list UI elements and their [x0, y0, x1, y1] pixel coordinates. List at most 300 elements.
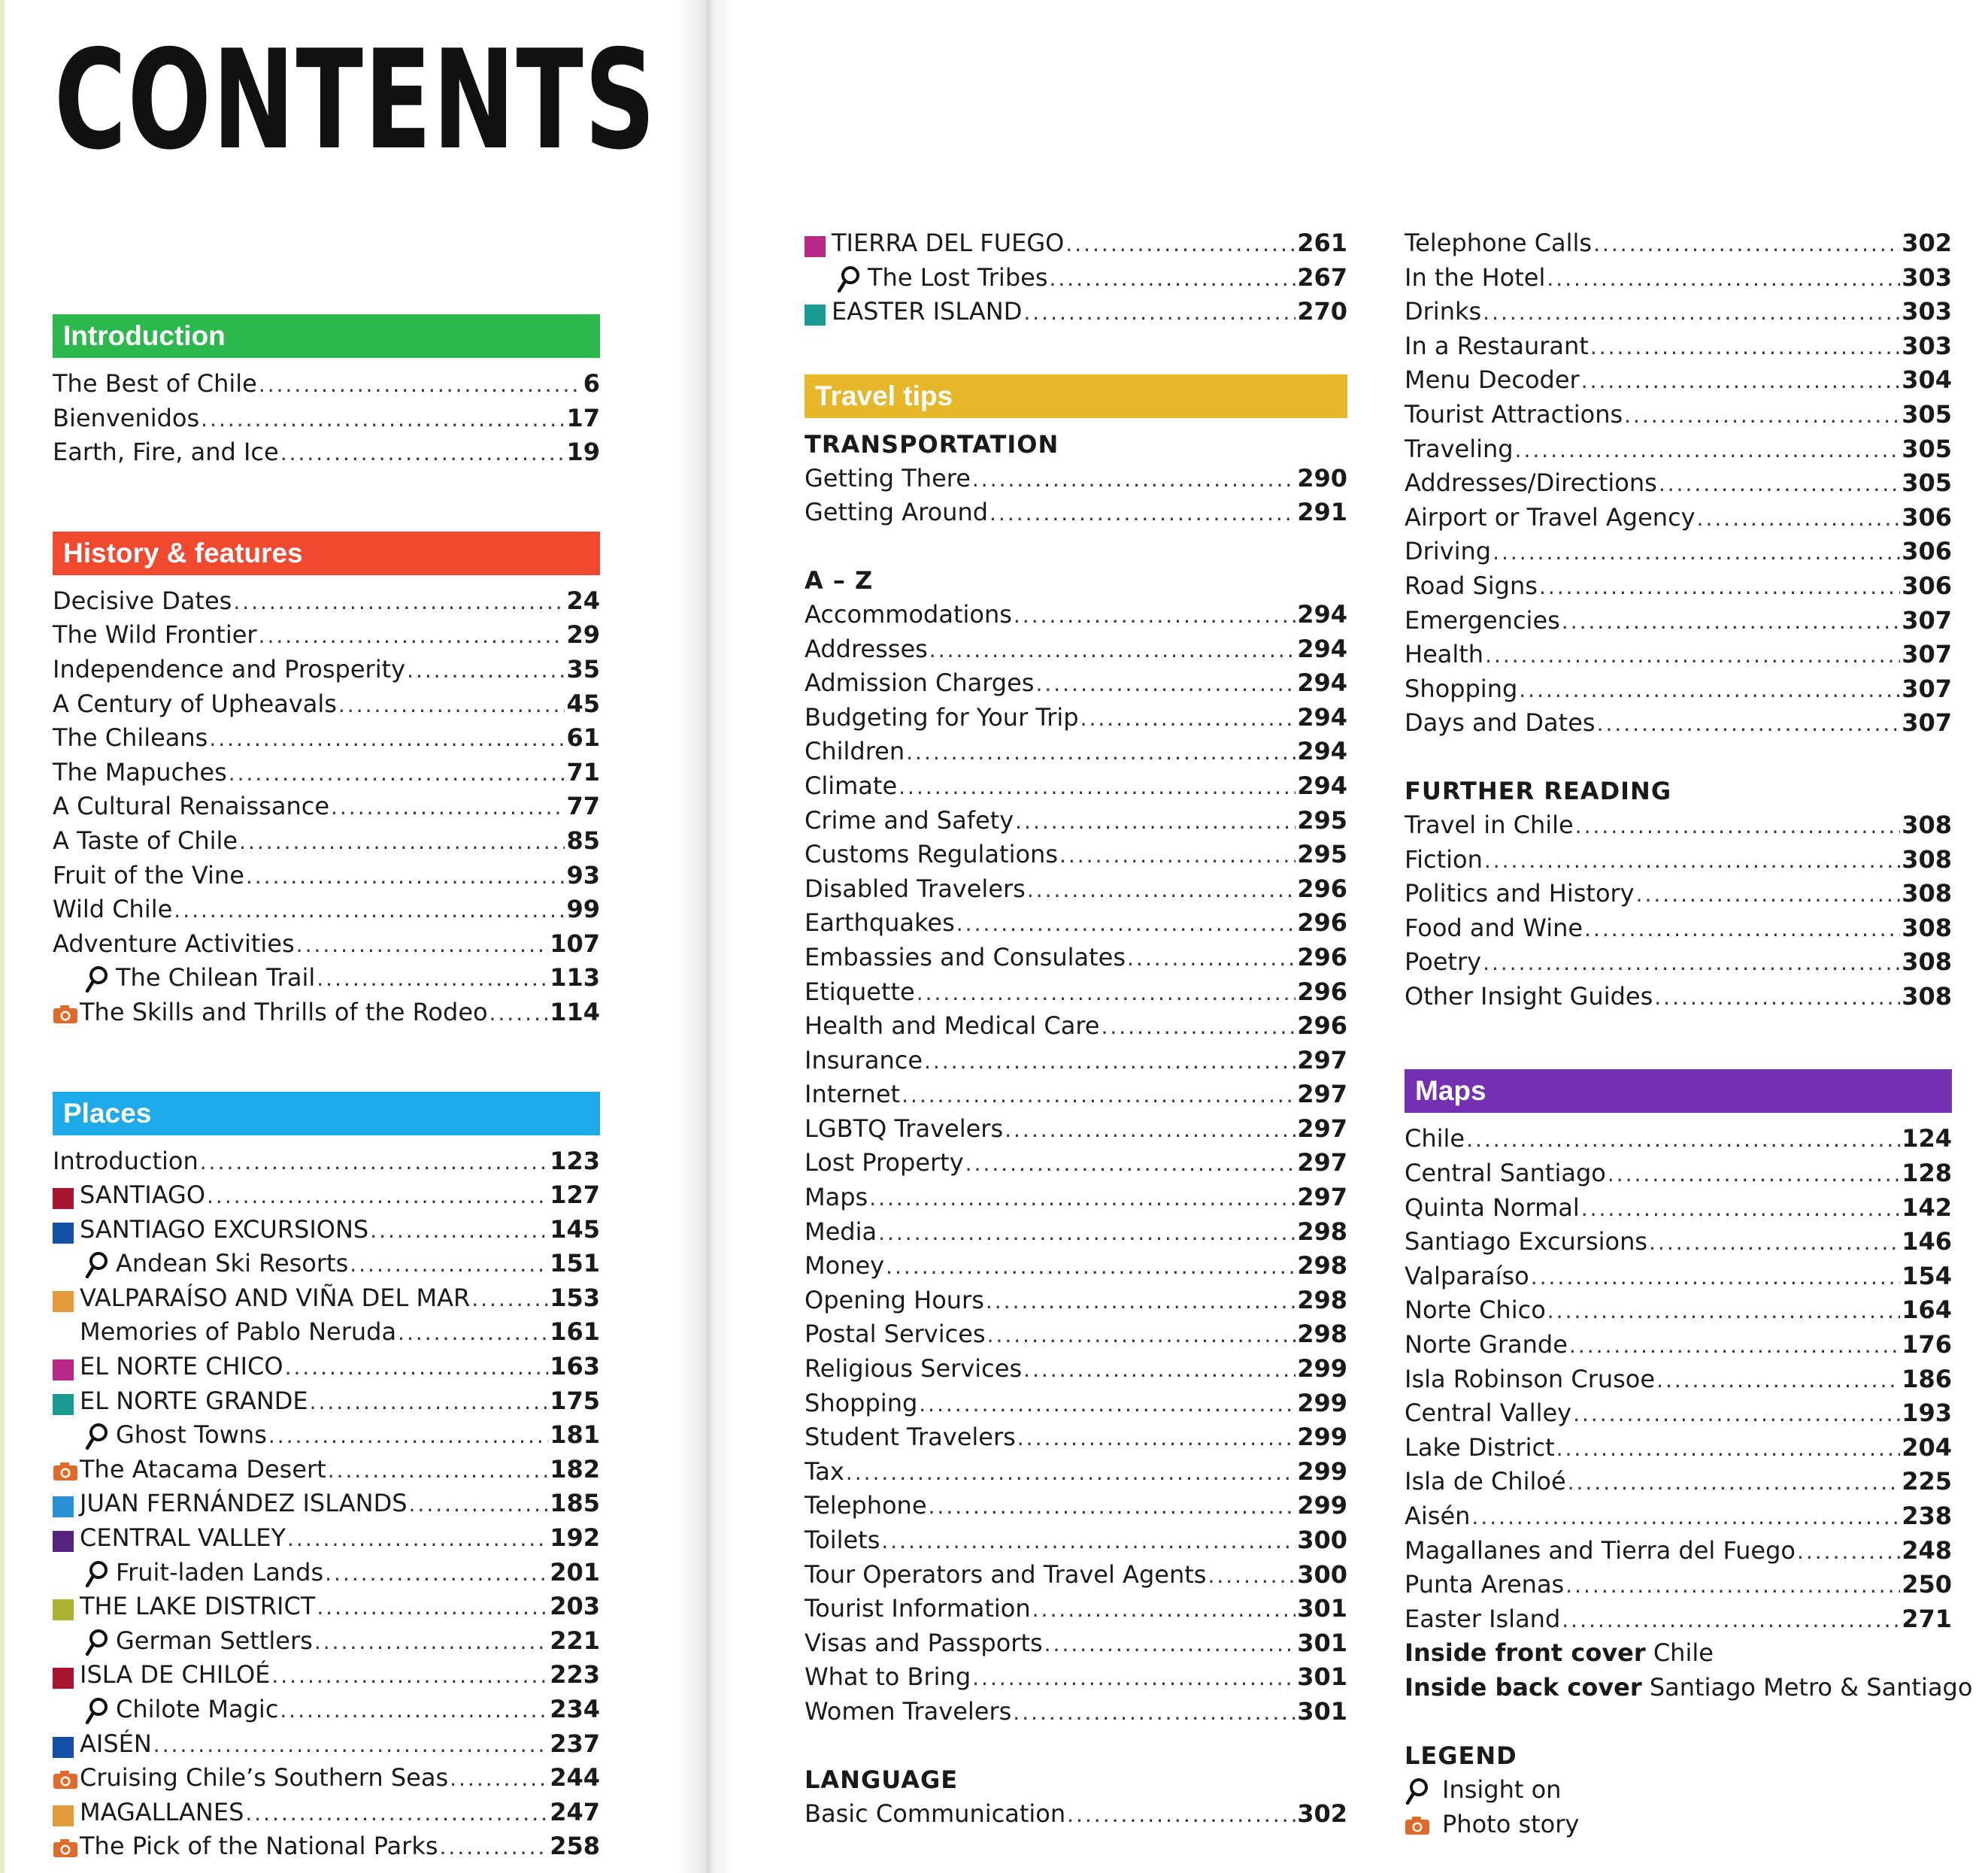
toc-entry[interactable] — [53, 1556, 600, 1590]
leader-dots — [1493, 535, 1900, 570]
entry-page-number: 300 — [1297, 1526, 1347, 1554]
toc-entry[interactable] — [805, 1044, 1347, 1078]
places-continued-list — [805, 226, 1347, 329]
section-color-square — [53, 1213, 80, 1247]
toc-entry[interactable] — [53, 367, 600, 402]
entry-title: Telephone Calls — [1405, 229, 1593, 257]
toc-entry[interactable] — [805, 906, 1347, 941]
toc-entry[interactable] — [805, 1523, 1347, 1558]
entry-title: Telephone — [805, 1491, 927, 1520]
entry-title: Toilets — [805, 1526, 880, 1554]
entry-title: Lost Property — [805, 1148, 964, 1177]
toc-entry[interactable] — [805, 295, 1347, 329]
entry-title: Tourist Information — [805, 1594, 1031, 1623]
leader-dots — [869, 1181, 1296, 1216]
leader-dots — [924, 1044, 1296, 1079]
toc-entry[interactable] — [805, 1455, 1347, 1490]
entry-title: SANTIAGO EXCURSIONS — [80, 1214, 369, 1244]
entry-page-number: 45 — [566, 689, 600, 718]
leader-dots — [1573, 1397, 1900, 1432]
toc-entry[interactable] — [53, 1247, 600, 1281]
toc-entry[interactable] — [53, 721, 600, 756]
leader-dots — [1484, 844, 1900, 878]
entry-page-number: 270 — [1297, 297, 1347, 326]
entry-title: Decisive Dates — [53, 586, 232, 615]
toc-entry[interactable] — [53, 1315, 600, 1350]
toc-entry[interactable] — [805, 1284, 1347, 1318]
toc-entry[interactable] — [805, 701, 1347, 735]
entry-title: Fruit of the Vine — [53, 860, 244, 890]
entry-page-number: 297 — [1297, 1080, 1347, 1109]
toc-entry[interactable] — [1405, 1259, 1952, 1294]
entry-title: Getting There — [805, 463, 971, 492]
toc-entry[interactable] — [53, 824, 600, 859]
toc-entry[interactable] — [805, 872, 1347, 907]
entry-title: Drinks — [1405, 297, 1482, 326]
leader-dots — [1023, 1353, 1296, 1387]
entry-title: Chile — [1405, 1124, 1465, 1153]
entry-title: Shopping — [1405, 674, 1518, 703]
toc-entry[interactable] — [1405, 569, 1952, 604]
toc-entry[interactable] — [53, 1624, 600, 1659]
toc-entry[interactable] — [53, 996, 600, 1030]
toc-entry[interactable] — [805, 1352, 1347, 1387]
toc-entry[interactable] — [53, 859, 600, 893]
entry-page-number: 146 — [1902, 1227, 1952, 1256]
entry-page-number: 308 — [1902, 981, 1952, 1011]
toc-entry[interactable] — [805, 1626, 1347, 1661]
toc-entry[interactable] — [805, 1489, 1347, 1523]
leader-dots — [965, 1147, 1296, 1181]
entry-page-number: 301 — [1297, 1696, 1347, 1726]
entry-title: Earthquakes — [805, 908, 955, 938]
entry-page-number: 234 — [550, 1695, 600, 1723]
subheading-a-z: A – Z — [805, 565, 874, 595]
insight-icon — [53, 1418, 116, 1453]
toc-entry[interactable] — [805, 496, 1347, 530]
entry-title: Norte Grande — [1405, 1330, 1568, 1359]
entry-title: Money — [805, 1251, 885, 1280]
entry-title: Driving — [1405, 537, 1492, 566]
toc-entry[interactable] — [1405, 466, 1952, 501]
leader-dots — [1797, 1535, 1900, 1569]
toc-entry[interactable] — [1405, 1156, 1952, 1191]
section-color-square — [53, 1281, 80, 1316]
entry-page-number: 308 — [1902, 913, 1952, 942]
leader-dots — [917, 976, 1296, 1011]
entry-page-number: 175 — [550, 1386, 600, 1415]
entry-title: TIERRA DEL FUEGO — [832, 229, 1065, 257]
entry-page-number: 294 — [1297, 634, 1347, 663]
leader-dots — [1208, 1559, 1296, 1593]
leader-dots — [1568, 1465, 1901, 1500]
toc-entry[interactable] — [1405, 911, 1952, 946]
toc-entry[interactable] — [1405, 638, 1952, 672]
inside-back-cover-label: Inside back cover — [1405, 1672, 1642, 1702]
toc-entry[interactable] — [805, 975, 1347, 1010]
toc-entry[interactable] — [805, 1180, 1347, 1215]
entry-page-number: 294 — [1297, 668, 1347, 698]
leader-dots — [1531, 1260, 1900, 1295]
toc-entry[interactable] — [1405, 706, 1952, 741]
entry-page-number: 308 — [1902, 810, 1952, 839]
leader-dots — [906, 735, 1296, 770]
leader-dots — [1017, 1421, 1296, 1456]
entry-page-number: 299 — [1297, 1354, 1347, 1384]
toc-entry[interactable] — [53, 1213, 600, 1247]
legend-insight-label: Insight on — [1442, 1775, 1562, 1805]
entry-page-number: 238 — [1902, 1502, 1952, 1530]
toc-entry[interactable] — [805, 598, 1347, 632]
toc-entry[interactable] — [1405, 1499, 1952, 1534]
toc-entry[interactable] — [53, 1829, 600, 1864]
entry-title: What to Bring — [805, 1662, 971, 1692]
entry-page-number: 307 — [1902, 640, 1952, 669]
entry-page-number: 85 — [566, 826, 600, 855]
inside-back-cover-value: Santiago Metro & Santiago — [1649, 1672, 1973, 1702]
toc-entry[interactable] — [805, 1797, 1347, 1832]
camera-icon — [53, 1761, 80, 1796]
entry-page-number: 291 — [1297, 498, 1347, 527]
entry-title: Adventure Activities — [53, 929, 295, 958]
entry-title: Easter Island — [1405, 1604, 1561, 1633]
entry-title: Days and Dates — [1405, 708, 1596, 738]
introduction-list — [53, 367, 600, 470]
toc-entry[interactable] — [805, 226, 1347, 261]
toc-entry[interactable] — [805, 1009, 1347, 1044]
toc-entry[interactable] — [53, 790, 600, 824]
toc-entry[interactable] — [53, 893, 600, 927]
section-color-square — [53, 1521, 80, 1556]
toc-entry[interactable] — [805, 1592, 1347, 1626]
toc-entry[interactable] — [1405, 980, 1952, 1014]
toc-entry[interactable] — [1405, 1362, 1952, 1397]
toc-entry[interactable] — [53, 1658, 600, 1693]
entry-page-number: 237 — [550, 1729, 600, 1758]
toc-entry[interactable] — [1405, 535, 1952, 569]
entry-title: The Wild Frontier — [53, 620, 257, 650]
entry-page-number: 204 — [1902, 1432, 1952, 1462]
toc-entry[interactable] — [1405, 1568, 1952, 1602]
toc-entry[interactable] — [53, 1796, 600, 1830]
entry-title: Student Travelers — [805, 1423, 1016, 1452]
toc-entry[interactable] — [53, 1281, 600, 1316]
toc-entry[interactable] — [805, 769, 1347, 804]
leader-dots — [201, 402, 565, 437]
toc-entry[interactable] — [1405, 843, 1952, 877]
entry-title: ISLA DE CHILOÉ — [80, 1660, 271, 1690]
entry-title: Independence and Prosperity — [53, 654, 406, 683]
toc-entry[interactable] — [53, 402, 600, 436]
toc-entry[interactable] — [53, 961, 600, 996]
entry-page-number: 305 — [1902, 399, 1952, 429]
entry-title: Disabled Travelers — [805, 874, 1026, 903]
toc-entry[interactable] — [805, 1215, 1347, 1250]
entry-title: Emergencies — [1405, 605, 1560, 635]
toc-entry[interactable] — [805, 1558, 1347, 1593]
further-reading-list — [1405, 808, 1952, 1014]
leader-dots — [229, 756, 565, 791]
leader-dots — [287, 1522, 548, 1556]
leader-dots — [350, 1247, 548, 1282]
entry-page-number: 267 — [1297, 262, 1347, 292]
toc-entry[interactable] — [53, 756, 600, 790]
toc-entry[interactable] — [53, 1418, 600, 1453]
toc-entry[interactable] — [53, 1144, 600, 1179]
leader-dots — [1636, 877, 1901, 912]
entry-title: Children — [805, 737, 905, 766]
leader-dots — [1597, 707, 1901, 741]
entry-page-number: 142 — [1902, 1193, 1952, 1222]
leader-dots — [881, 1524, 1296, 1559]
entry-page-number: 305 — [1902, 434, 1952, 463]
leader-dots — [338, 688, 565, 723]
leader-dots — [1608, 1157, 1900, 1192]
toc-entry[interactable] — [805, 632, 1347, 667]
leader-dots — [1483, 946, 1900, 980]
entry-title: The Skills and Thrills of the Rodeo — [80, 997, 488, 1026]
toc-entry[interactable] — [805, 1695, 1347, 1729]
toc-entry[interactable] — [1405, 604, 1952, 638]
entry-page-number: 271 — [1902, 1604, 1952, 1633]
toc-entry[interactable] — [805, 1146, 1347, 1180]
entry-title: Central Valley — [1405, 1399, 1572, 1428]
leader-dots — [207, 1179, 548, 1214]
toc-entry[interactable] — [1405, 1431, 1952, 1465]
toc-entry[interactable] — [53, 1590, 600, 1624]
entry-title: Insurance — [805, 1045, 923, 1074]
leader-dots — [1556, 1432, 1901, 1466]
entry-page-number: 296 — [1297, 874, 1347, 903]
toc-entry[interactable] — [805, 1077, 1347, 1112]
toc-entry[interactable] — [805, 462, 1347, 496]
toc-entry[interactable] — [805, 1112, 1347, 1147]
toc-entry[interactable] — [53, 653, 600, 687]
toc-entry[interactable] — [1405, 808, 1952, 843]
leader-dots — [929, 633, 1296, 668]
entry-page-number: 77 — [566, 792, 600, 821]
leader-dots — [317, 962, 548, 996]
toc-entry[interactable] — [805, 261, 1347, 295]
leader-dots — [902, 1078, 1296, 1113]
toc-entry[interactable] — [805, 735, 1347, 769]
entry-page-number: 123 — [550, 1146, 600, 1175]
section-color-square — [53, 1727, 80, 1762]
subheading-language: LANGUAGE — [805, 1765, 959, 1794]
entry-title: Aisén — [1405, 1502, 1471, 1530]
leader-dots — [409, 1487, 549, 1522]
entry-title: THE LAKE DISTRICT — [80, 1592, 316, 1621]
entry-page-number: 305 — [1902, 468, 1952, 498]
toc-entry[interactable] — [53, 1384, 600, 1419]
leader-dots — [1697, 502, 1901, 536]
toc-entry[interactable] — [1405, 1293, 1952, 1328]
entry-title: Customs Regulations — [805, 840, 1058, 869]
entry-page-number: 128 — [1902, 1159, 1952, 1188]
entry-page-number: 308 — [1902, 947, 1952, 977]
entry-title: Traveling — [1405, 434, 1514, 463]
toc-entry[interactable] — [1405, 1122, 1952, 1156]
entry-title: Andean Ski Resorts — [116, 1249, 349, 1278]
section-header-introduction: Introduction — [53, 314, 600, 358]
toc-entry[interactable] — [1405, 1396, 1952, 1431]
section-header-history: History & features — [53, 532, 600, 575]
toc-entry[interactable] — [1405, 945, 1952, 980]
toc-entry[interactable] — [805, 1660, 1347, 1695]
toc-entry[interactable] — [1405, 226, 1952, 261]
entry-page-number: 297 — [1297, 1148, 1347, 1177]
entry-page-number: 107 — [550, 929, 600, 958]
entry-page-number: 306 — [1902, 537, 1952, 566]
entry-title: Basic Communication — [805, 1799, 1066, 1828]
toc-entry[interactable] — [1405, 1465, 1952, 1499]
leader-dots — [259, 368, 582, 402]
leader-dots — [1624, 399, 1900, 433]
toc-entry[interactable] — [1405, 1534, 1952, 1568]
entry-page-number: 19 — [566, 438, 600, 467]
toc-entry[interactable] — [53, 927, 600, 962]
toc-entry[interactable] — [53, 584, 600, 619]
leader-dots — [1649, 1226, 1900, 1260]
entry-title: The Mapuches — [53, 757, 227, 786]
leader-dots — [1575, 809, 1900, 844]
entry-title: Religious Services — [805, 1354, 1023, 1384]
entry-title: LGBTQ Travelers — [805, 1114, 1004, 1143]
entry-page-number: 294 — [1297, 737, 1347, 766]
column-left — [53, 314, 600, 1864]
leader-dots — [153, 1728, 548, 1762]
entry-title: EASTER ISLAND — [832, 297, 1023, 326]
leader-dots — [450, 1762, 548, 1796]
toc-entry[interactable] — [1405, 295, 1952, 329]
entry-page-number: 223 — [550, 1660, 600, 1690]
entry-page-number: 186 — [1902, 1364, 1952, 1393]
entry-page-number: 221 — [550, 1626, 600, 1655]
entry-title: MAGALLANES — [80, 1797, 244, 1826]
toc-entry[interactable] — [1405, 672, 1952, 707]
toc-entry[interactable] — [53, 1487, 600, 1521]
leader-dots — [1015, 805, 1296, 839]
toc-entry[interactable] — [805, 941, 1347, 975]
toc-entry[interactable] — [1405, 363, 1952, 398]
entry-title: The Atacama Desert — [80, 1454, 326, 1484]
toc-entry[interactable] — [53, 618, 600, 653]
leader-dots — [1005, 1113, 1296, 1147]
toc-entry[interactable] — [53, 435, 600, 470]
toc-entry[interactable] — [1405, 261, 1952, 295]
toc-entry[interactable] — [1405, 1328, 1952, 1362]
leader-dots — [1065, 227, 1296, 262]
entry-title: Crime and Safety — [805, 805, 1014, 835]
leader-dots — [987, 1318, 1296, 1353]
toc-entry[interactable] — [1405, 1191, 1952, 1226]
toc-entry[interactable] — [53, 1521, 600, 1556]
toc-entry[interactable] — [53, 1761, 600, 1796]
transportation-list — [805, 462, 1347, 530]
leader-dots — [1080, 702, 1296, 736]
leader-dots — [1014, 599, 1296, 633]
entry-title: Cruising Chile’s Southern Seas — [80, 1763, 449, 1793]
entry-page-number: 182 — [550, 1454, 600, 1484]
inside-front-cover-label: Inside front cover — [1405, 1638, 1646, 1668]
entry-page-number: 35 — [566, 654, 600, 683]
entry-title: Visas and Passports — [805, 1628, 1043, 1657]
toc-entry[interactable] — [53, 1693, 600, 1727]
entry-page-number: 299 — [1297, 1388, 1347, 1417]
leader-dots — [1562, 605, 1900, 639]
leader-dots — [919, 1387, 1296, 1422]
toc-entry[interactable] — [53, 687, 600, 722]
leader-dots — [1027, 873, 1296, 908]
entry-page-number: 298 — [1297, 1217, 1347, 1246]
section-header-places: Places — [53, 1092, 600, 1135]
column-middle — [805, 226, 1347, 1831]
leader-dots — [1590, 330, 1900, 365]
toc-entry[interactable] — [1405, 1602, 1952, 1637]
toc-entry[interactable] — [1405, 501, 1952, 535]
entry-title: Lake District — [1405, 1432, 1555, 1462]
leader-dots — [929, 1490, 1296, 1524]
leader-dots — [1035, 667, 1296, 702]
entry-title: Embassies and Consulates — [805, 942, 1126, 971]
entry-title: VALPARAÍSO AND VIÑA DEL MAR — [80, 1283, 471, 1312]
toc-entry[interactable] — [805, 804, 1347, 838]
entry-title: Isla de Chiloé — [1405, 1467, 1566, 1496]
leader-dots — [1562, 1603, 1900, 1638]
toc-entry[interactable] — [53, 1453, 600, 1487]
leader-dots — [245, 1796, 548, 1831]
toc-entry[interactable] — [53, 1727, 600, 1762]
toc-entry[interactable] — [53, 1350, 600, 1384]
leader-dots — [246, 859, 565, 894]
toc-entry[interactable] — [1405, 877, 1952, 911]
language-list — [805, 1797, 1347, 1832]
toc-entry[interactable] — [1405, 432, 1952, 467]
leader-dots — [986, 1284, 1296, 1319]
entry-page-number: 17 — [566, 403, 600, 432]
entry-page-number: 306 — [1902, 502, 1952, 532]
entry-page-number: 308 — [1902, 879, 1952, 908]
toc-entry[interactable] — [805, 1249, 1347, 1284]
entry-page-number: 193 — [1902, 1399, 1952, 1428]
entry-title: Shopping — [805, 1388, 918, 1417]
entry-page-number: 113 — [550, 963, 600, 993]
toc-entry[interactable] — [53, 1178, 600, 1213]
inside-front-cover-value: Chile — [1653, 1638, 1714, 1668]
toc-entry[interactable] — [805, 1387, 1347, 1421]
maps-list — [1405, 1122, 1952, 1636]
insight-icon — [53, 1556, 116, 1590]
toc-entry[interactable] — [805, 1420, 1347, 1455]
entry-title: Health — [1405, 640, 1484, 669]
leader-dots — [370, 1214, 548, 1248]
toc-entry[interactable] — [805, 1317, 1347, 1352]
entry-page-number: 258 — [550, 1832, 600, 1861]
entry-page-number: 181 — [550, 1420, 600, 1450]
entry-title: The Chilean Trail — [116, 963, 316, 993]
toc-entry[interactable] — [1405, 1225, 1952, 1259]
entry-page-number: 300 — [1297, 1559, 1347, 1589]
entry-page-number: 298 — [1297, 1285, 1347, 1314]
legend-insight — [1405, 1773, 1952, 1808]
entry-title: Santiago Excursions — [1405, 1227, 1648, 1256]
toc-entry[interactable] — [805, 838, 1347, 872]
toc-entry[interactable] — [1405, 329, 1952, 364]
toc-entry[interactable] — [1405, 398, 1952, 432]
entry-title: Bienvenidos — [53, 403, 200, 432]
entry-title: Budgeting for Your Trip — [805, 702, 1079, 732]
toc-entry[interactable] — [805, 666, 1347, 701]
